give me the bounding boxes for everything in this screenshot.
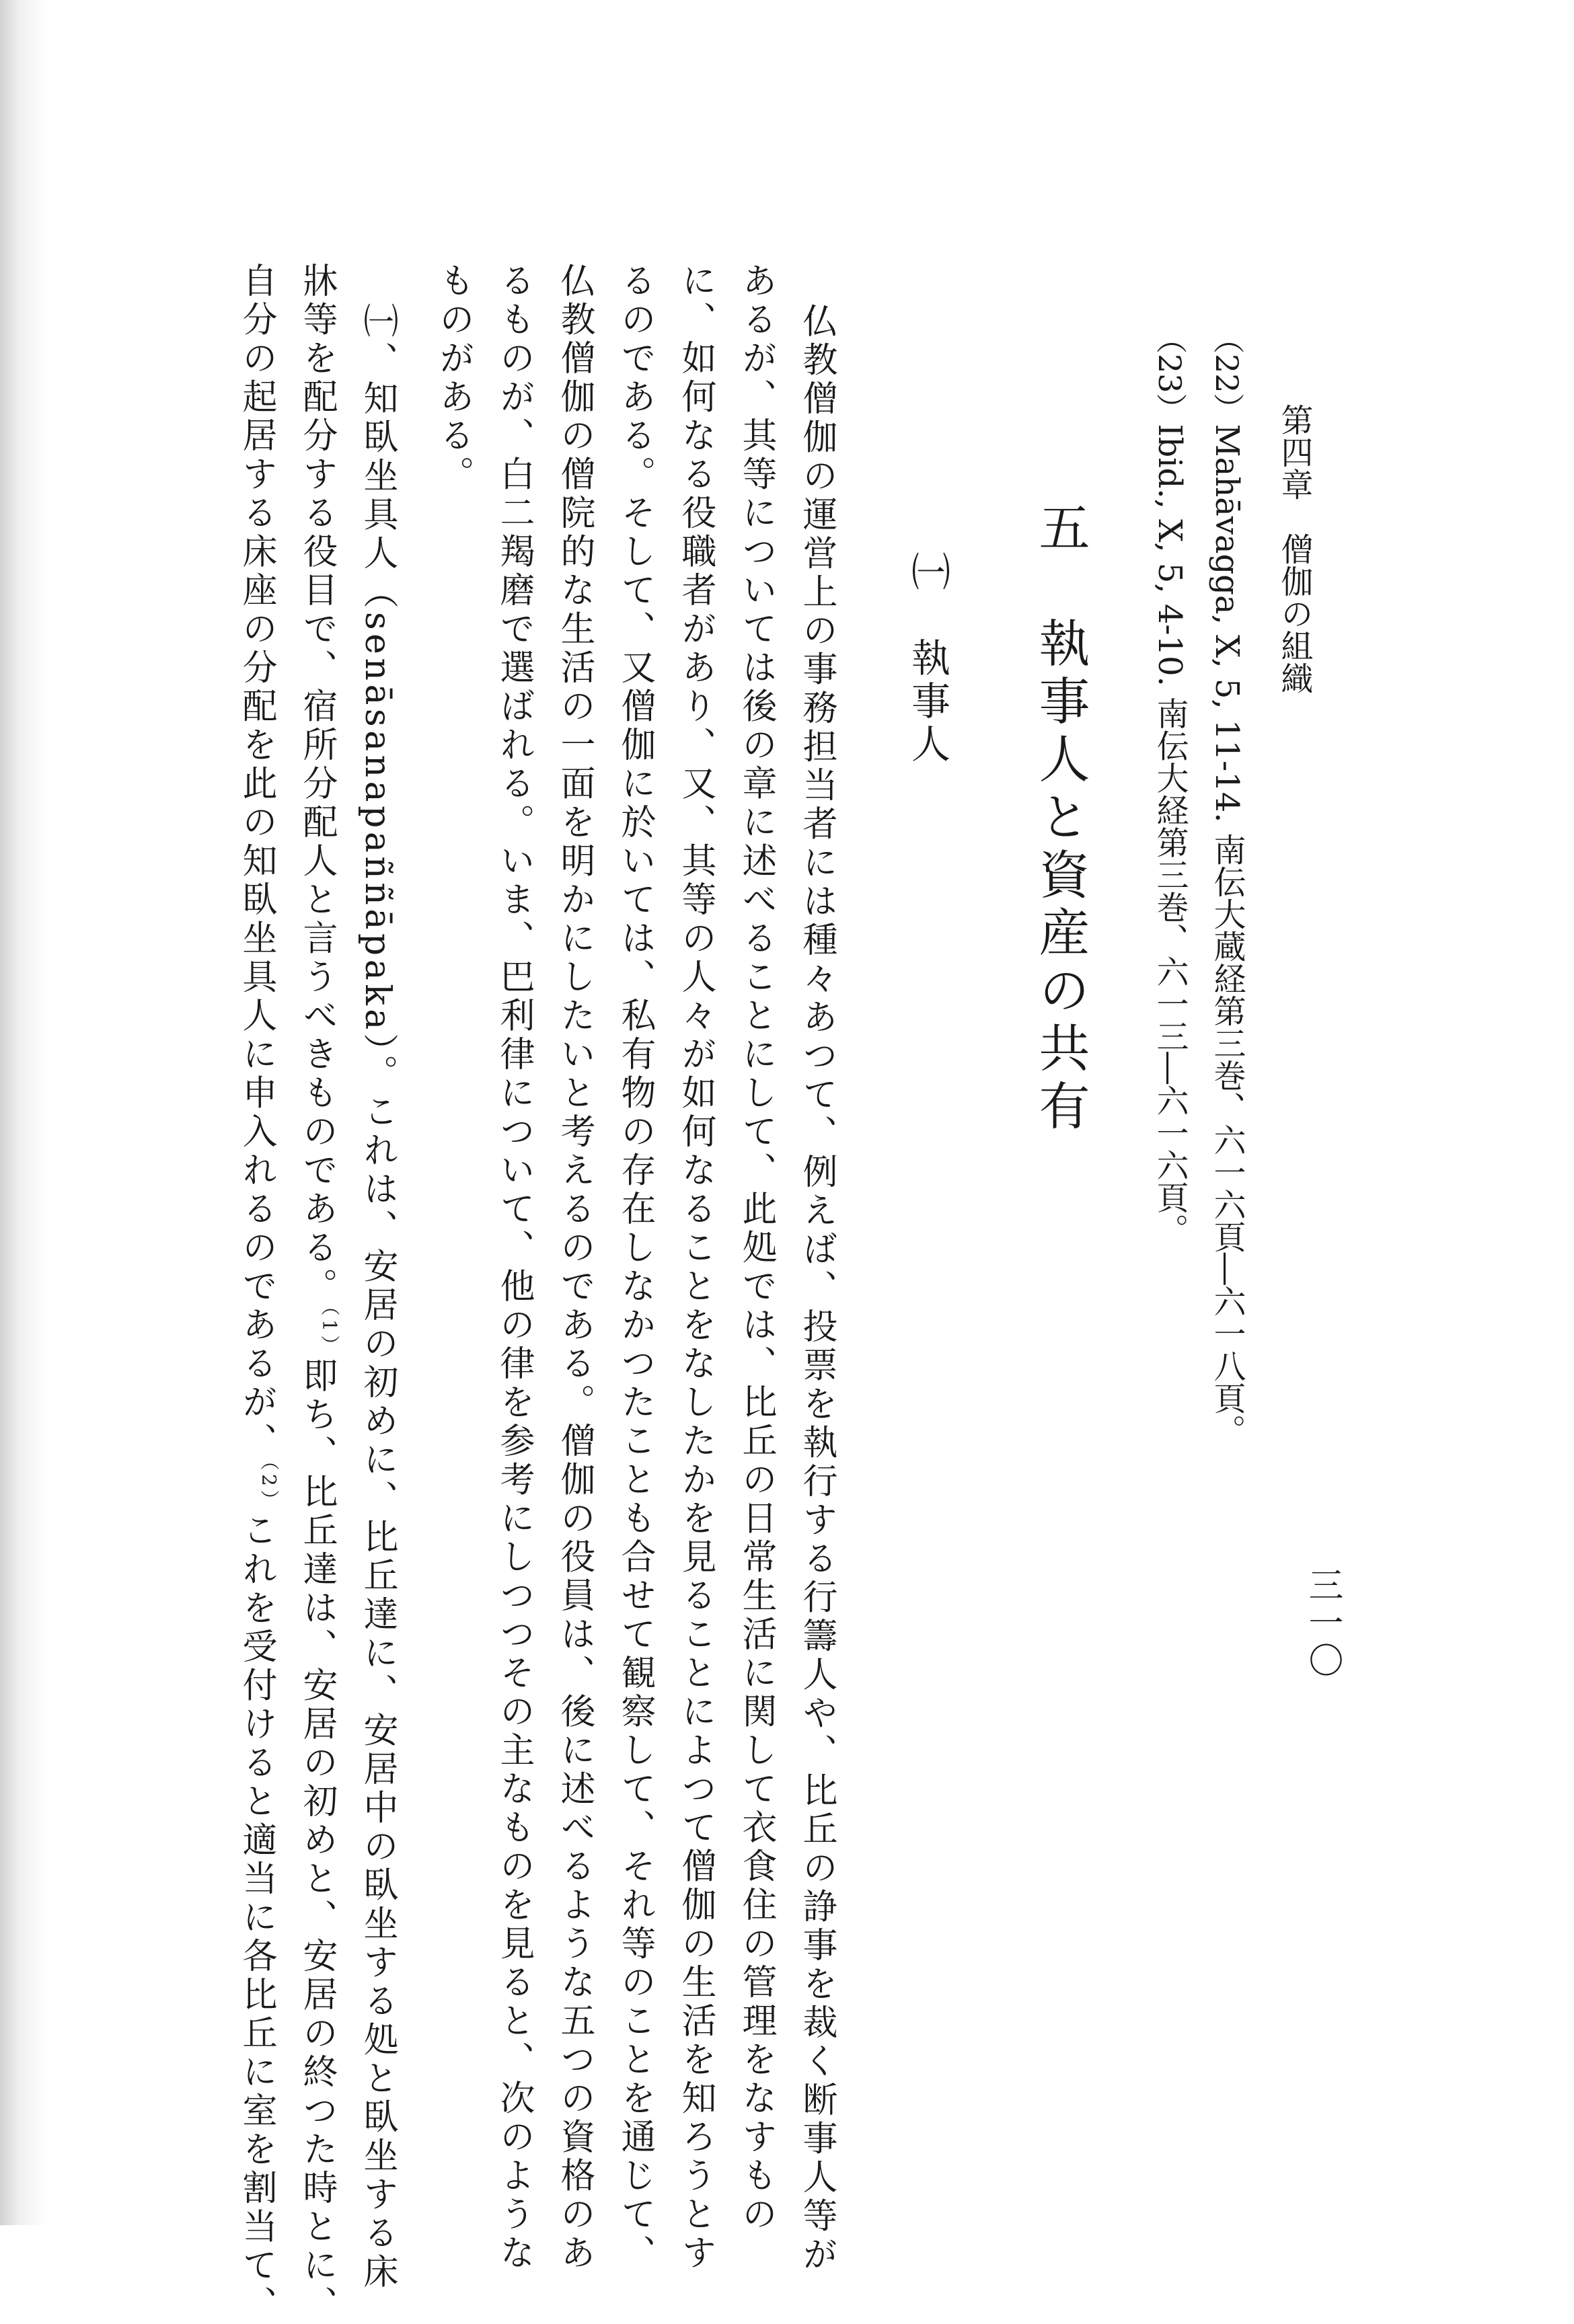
body-line-4: るのである。そして、又僧伽に於いては、私有物の存在しなかつたことも合せて観察して、それ等のことを通じて、 (615, 262, 655, 2273)
body-text: 自分の起居する床座の分配を此の知臥坐具人に申入れるのであるが、 (236, 262, 276, 1461)
note-ref-1: （1） (318, 1306, 341, 1358)
running-header: 第四章 僧伽の組織 (1275, 403, 1313, 694)
footnote-22 (1208, 323, 1246, 1446)
body-line-6: るものが、白二羯磨で選ばれる。いま、巴利律について、他の律を参考にしつつその主なものを見ると、次のような (494, 262, 534, 2273)
body-text: 即ち、比丘達は、安居の初めと、安居の終つた時とに、 (297, 1357, 337, 2324)
body-line-9 (297, 262, 341, 2324)
body-line-2: あるが、其等については後の章に述べることにして、此処では、比丘の日常生活に関して衣食住の管理をなすもの (736, 262, 776, 2235)
scan-shadow (0, 0, 47, 2225)
footnote-text: Mahāvagga, X, 5, 11-14. 南伝大蔵経第三巻、六一六頁―六一八頁。 (1208, 424, 1246, 1446)
body-line-5: 仏教僧伽の僧院的な生活の一面を明かにしたいと考えるのである。僧伽の役員は、後に述べるような五つの資格のあ (554, 262, 595, 2273)
body-line-3: に、如何なる役職者があり、又、其等の人々が如何なることをなしたかを見ることによつて僧伽の生活を知ろうとす (675, 262, 716, 2273)
body-text: これを受付けると適当に各比丘に室を割当て、 (236, 1512, 276, 2324)
body-text: 牀等を配分する役目で、宿所分配人と言うべきものである。 (297, 262, 337, 1307)
body-line-10 (236, 262, 280, 2324)
note-ref-2: （2） (258, 1461, 280, 1512)
footnote-number: （22） (1209, 323, 1245, 424)
footnote-23 (1151, 323, 1189, 1246)
subsection-title: ㈠ 執事人 (905, 551, 950, 767)
body-line-7: ものがある。 (433, 262, 474, 494)
footnote-text: Ibid., X, 5, 4-10. 南伝大経第三巻、六一三―六一六頁。 (1151, 424, 1189, 1246)
page-number: 三一〇 (1302, 1567, 1343, 1680)
section-title: 五 執事人と資産の共有 (1030, 501, 1090, 1137)
footnote-number: （23） (1152, 323, 1188, 424)
body-line-8: ㈠、知臥坐具人（senāsanapaññāpaka）。これは、安居の初めに、比丘達に、安居中の臥坐する処と臥坐する床 (357, 303, 398, 2292)
body-line-1: 仏教僧伽の運営上の事務担当者には種々あつて、例えば、投票を執行する行籌人や、比丘の諍事を裁く断事人等が (796, 303, 837, 2275)
